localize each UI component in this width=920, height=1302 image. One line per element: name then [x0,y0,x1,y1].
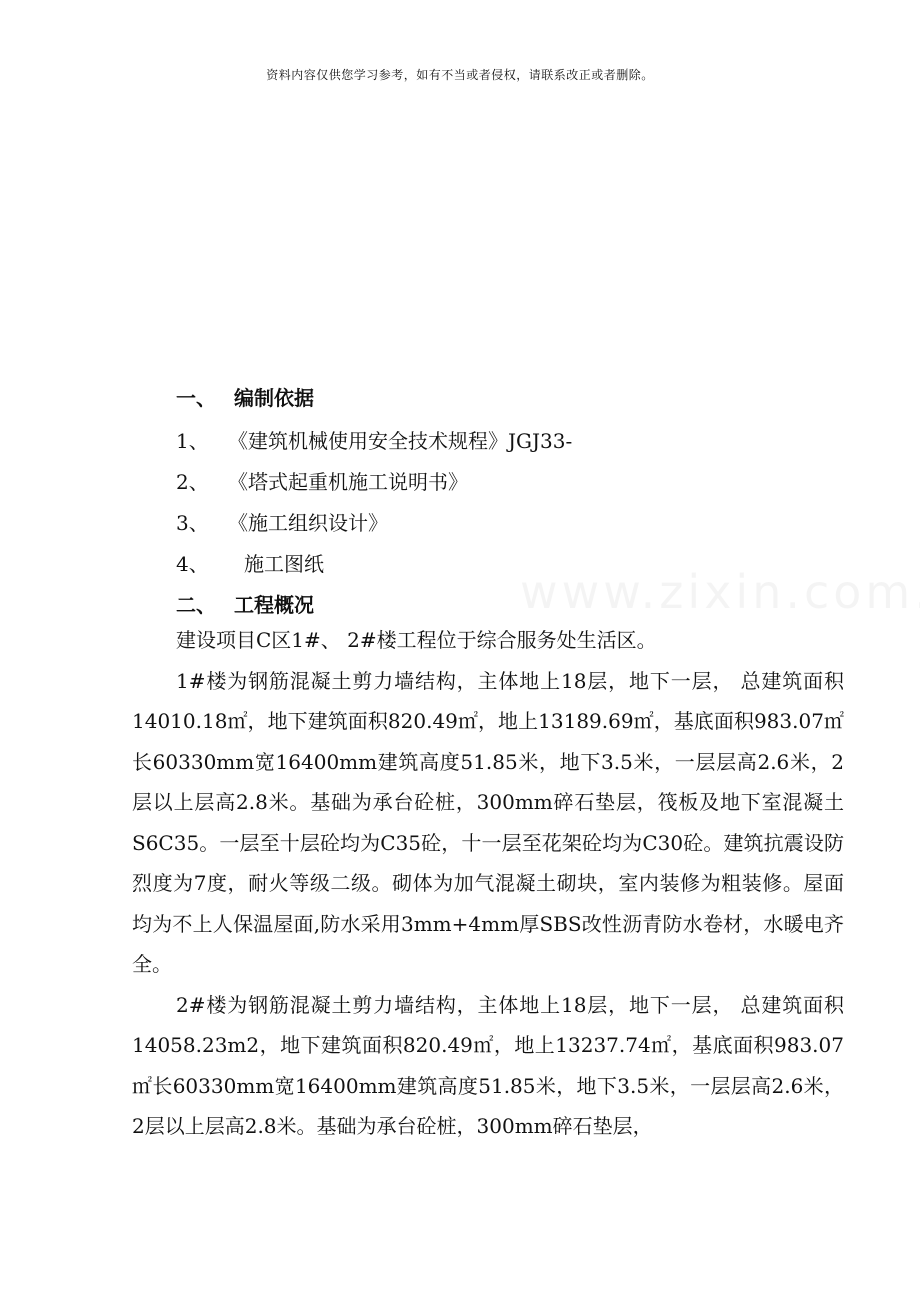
section-heading-basis [176,382,314,411]
list-item [176,507,388,536]
list-item-number: 3、 [176,511,209,535]
document-header-note: 资料内容仅供您学习参考，如有不当或者侵权，请联系改正或者删除。 [266,68,654,82]
list-item-text: 《塔式起重机施工说明书》 [228,470,468,494]
section-title: 工程概况 [234,593,314,617]
section-heading-overview [176,589,314,618]
list-item-number: 1、 [176,429,209,453]
list-item-text: 施工图纸 [244,552,324,576]
list-item-text: 《施工组织设计》 [228,511,388,535]
section-title: 编制依据 [234,386,314,410]
paragraph-building-2: 2#楼为钢筋混凝土剪力墙结构，主体地上18层，地下一层， 总建筑面积14058.23m2，地下建筑面积820.49㎡，地上13237.74㎡，基底面积983.07㎡长60330mm宽16400mm建筑高度51.85米，地下3.5米，一层层高2.6米，2层以上层高2.8米。基础为承台砼桩，300mm碎石垫层， [132,992,844,1138]
section-number: 一、 [176,386,216,410]
list-item [176,548,324,577]
body-text [132,620,844,1147]
list-item [176,466,468,495]
section-number: 二、 [176,593,216,617]
list-item-number: 2、 [176,470,209,494]
list-item-number: 4、 [176,552,209,576]
paragraph-building-1: 1#楼为钢筋混凝土剪力墙结构，主体地上18层，地下一层， 总建筑面积14010.18㎡，地下建筑面积820.49㎡，地上13189.69㎡，基底面积983.07㎡长60330mm宽16400mm建筑高度51.85米，地下3.5米，一层层高2.6米，2层以上层高2.8米。基础为承台砼桩，300mm碎石垫层，筏板及地下室混凝土S6C35。一层至十层砼均为C35砼，十一层至花架砼均为C30砼。建筑抗震设防烈度为7度，耐火等级二级。砌体为加气混凝土砌块，室内装修为粗装修。屋面均为不上人保温屋面,防水采用3mm+4mm厚SBS改性沥青防水卷材，水暖电齐全。 [132,668,844,976]
watermark [520,565,920,619]
paragraph-intro: 建设项目C区1#、 2#楼工程位于综合服务处生活区。 [176,628,657,652]
list-item [176,425,572,454]
list-item-text: 《建筑机械使用安全技术规程》JGJ33- [228,429,573,453]
